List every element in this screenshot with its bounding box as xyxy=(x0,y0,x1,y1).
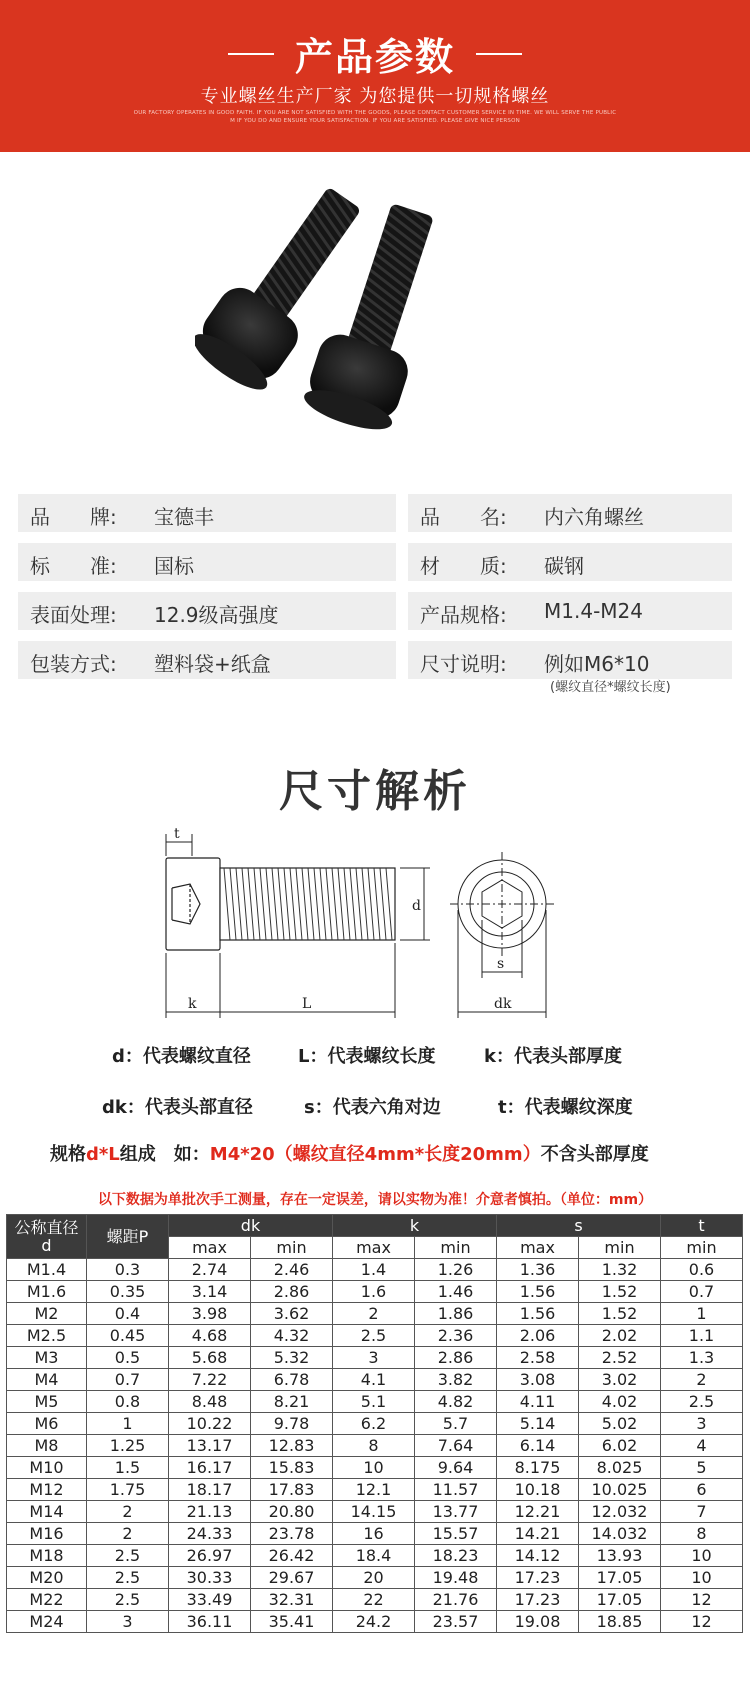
table-cell: 0.4 xyxy=(87,1303,169,1325)
table-row xyxy=(7,1523,743,1545)
header-nominal-label: 公称直径 xyxy=(14,1217,79,1237)
table-cell: 16.17 xyxy=(169,1457,251,1479)
table-cell: 12.032 xyxy=(579,1501,661,1523)
table-cell: 8 xyxy=(333,1435,415,1457)
table-row xyxy=(7,1413,743,1435)
table-cell: 0.35 xyxy=(87,1281,169,1303)
header-english-line-1: OUR FACTORY OPERATES IN GOOD FAITH. IF YOU ARE NOT SATISFIED WITH THE GOODS, PLEASE CONTACT CUSTOMER SERVICE IN TIME. WE WILL SERVE THE PUBLIC xyxy=(133,110,617,116)
table-cell: 1.4 xyxy=(333,1259,415,1281)
table-cell: 7.64 xyxy=(415,1435,497,1457)
table-header-row xyxy=(7,1215,743,1237)
spec-size-range xyxy=(408,592,732,630)
table-cell: 24.33 xyxy=(169,1523,251,1545)
spec-value: 例如M6*10 xyxy=(544,652,650,676)
label-d: d xyxy=(412,898,421,914)
product-photo xyxy=(195,180,495,450)
table-cell: 18.4 xyxy=(333,1545,415,1567)
table-cell: 17.23 xyxy=(497,1567,579,1589)
table-cell: 15.83 xyxy=(251,1457,333,1479)
table-cell: 12 xyxy=(661,1589,743,1611)
table-row xyxy=(7,1545,743,1567)
spec-value: M1.4-M24 xyxy=(544,599,643,623)
header-banner xyxy=(0,0,750,152)
table-row xyxy=(7,1369,743,1391)
table-cell: 1.36 xyxy=(497,1259,579,1281)
table-cell: M8 xyxy=(7,1435,87,1457)
table-cell: 20.80 xyxy=(251,1501,333,1523)
table-cell: 5.1 xyxy=(333,1391,415,1413)
table-cell: 18.17 xyxy=(169,1479,251,1501)
table-cell: 17.23 xyxy=(497,1589,579,1611)
table-row xyxy=(7,1347,743,1369)
table-row xyxy=(7,1303,743,1325)
table-cell: 2.5 xyxy=(661,1391,743,1413)
table-cell: 26.42 xyxy=(251,1545,333,1567)
dimension-table xyxy=(6,1214,743,1633)
table-cell: 21.13 xyxy=(169,1501,251,1523)
measurement-notice: 以下数据为单批次手工测量，存在一定误差，请以实物为准！介意者慎拍。（单位：mm） xyxy=(97,1192,653,1208)
spec-brand xyxy=(18,494,396,532)
spec-value: 碳钢 xyxy=(544,554,584,578)
table-cell: M4 xyxy=(7,1369,87,1391)
table-cell: M1.4 xyxy=(7,1259,87,1281)
formula-example: M4*20（螺纹直径4mm*长度20mm） xyxy=(209,1144,541,1165)
header-s-min: min xyxy=(579,1237,661,1259)
header-s-max: max xyxy=(497,1237,579,1259)
table-cell: 11.57 xyxy=(415,1479,497,1501)
table-row xyxy=(7,1567,743,1589)
table-cell: 1.26 xyxy=(415,1259,497,1281)
table-cell: 2.74 xyxy=(169,1259,251,1281)
table-cell: 33.49 xyxy=(169,1589,251,1611)
table-cell: 2 xyxy=(87,1501,169,1523)
table-cell: 2.52 xyxy=(579,1347,661,1369)
table-cell: 1.32 xyxy=(579,1259,661,1281)
table-cell: 0.3 xyxy=(87,1259,169,1281)
table-cell: M22 xyxy=(7,1589,87,1611)
header-k: k xyxy=(333,1215,497,1237)
table-cell: 6.02 xyxy=(579,1435,661,1457)
table-cell: 5.7 xyxy=(415,1413,497,1435)
table-cell: 1.86 xyxy=(415,1303,497,1325)
table-cell: 2.06 xyxy=(497,1325,579,1347)
header-nominal-symbol: d xyxy=(41,1235,52,1255)
header-dk-min: min xyxy=(251,1237,333,1259)
formula-suffix: 不含头部厚度 xyxy=(540,1144,649,1165)
table-cell: 17.05 xyxy=(579,1567,661,1589)
table-cell: 10 xyxy=(661,1545,743,1567)
table-cell: 17.83 xyxy=(251,1479,333,1501)
table-cell: 6.2 xyxy=(333,1413,415,1435)
table-cell: 2.5 xyxy=(87,1545,169,1567)
spec-key: 标 准: xyxy=(30,554,117,578)
header-k-max: max xyxy=(333,1237,415,1259)
table-cell: 3.08 xyxy=(497,1369,579,1391)
table-cell: 5 xyxy=(661,1457,743,1479)
table-cell: 18.23 xyxy=(415,1545,497,1567)
table-row xyxy=(7,1501,743,1523)
dimension-section-title: 尺寸解析 xyxy=(279,766,471,817)
table-cell: M1.6 xyxy=(7,1281,87,1303)
table-cell: M2.5 xyxy=(7,1325,87,1347)
spec-surface-treatment xyxy=(18,592,396,630)
title-right-line xyxy=(476,53,522,55)
table-cell: 13.77 xyxy=(415,1501,497,1523)
table-cell: 1.75 xyxy=(87,1479,169,1501)
formula-mid: 组成 如： xyxy=(119,1144,210,1165)
header-k-min: min xyxy=(415,1237,497,1259)
table-cell: M24 xyxy=(7,1611,87,1633)
spec-packaging xyxy=(18,641,396,679)
table-cell: 14.12 xyxy=(497,1545,579,1567)
table-row xyxy=(7,1589,743,1611)
table-cell: 5.02 xyxy=(579,1413,661,1435)
table-row xyxy=(7,1479,743,1501)
table-cell: 21.76 xyxy=(415,1589,497,1611)
table-cell: 22 xyxy=(333,1589,415,1611)
table-cell: 0.8 xyxy=(87,1391,169,1413)
table-cell: 26.97 xyxy=(169,1545,251,1567)
table-cell: 0.6 xyxy=(661,1259,743,1281)
table-cell: 3.02 xyxy=(579,1369,661,1391)
spec-value: 塑料袋+纸盒 xyxy=(154,652,271,676)
table-cell: 12 xyxy=(661,1611,743,1633)
table-cell: 2.5 xyxy=(87,1567,169,1589)
legend-L: L：代表螺纹长度 xyxy=(298,1046,436,1067)
header-english-line-2: M IF YOU DO AND ENSURE YOUR SATISFACTION. IF YOU ARE SATISFIED. PLEASE GIVE NICE PERSON xyxy=(230,118,520,124)
table-cell: 2.5 xyxy=(333,1325,415,1347)
table-cell: 23.78 xyxy=(251,1523,333,1545)
spec-value: 国标 xyxy=(154,554,194,578)
table-cell: 12.21 xyxy=(497,1501,579,1523)
table-cell: 6.14 xyxy=(497,1435,579,1457)
table-cell: M16 xyxy=(7,1523,87,1545)
spec-material xyxy=(408,543,732,581)
table-row xyxy=(7,1325,743,1347)
table-cell: 17.05 xyxy=(579,1589,661,1611)
table-cell: 19.08 xyxy=(497,1611,579,1633)
dimension-diagram xyxy=(150,828,600,1018)
spec-note: (螺纹直径*螺纹长度) xyxy=(550,680,671,695)
table-cell: 2.5 xyxy=(87,1589,169,1611)
formula-prefix: 规格 xyxy=(50,1144,86,1165)
table-cell: 19.48 xyxy=(415,1567,497,1589)
table-row xyxy=(7,1435,743,1457)
spec-value: 宝德丰 xyxy=(154,505,214,529)
table-cell: 1.3 xyxy=(661,1347,743,1369)
spec-key: 品 名: xyxy=(420,505,507,529)
header-title-row xyxy=(0,26,750,81)
table-cell: 12.1 xyxy=(333,1479,415,1501)
header-nominal-diameter xyxy=(7,1215,87,1259)
table-cell: 2.46 xyxy=(251,1259,333,1281)
header-t-min: min xyxy=(661,1237,743,1259)
table-cell: 1.25 xyxy=(87,1435,169,1457)
legend-d: d：代表螺纹直径 xyxy=(112,1046,251,1067)
spec-key: 表面处理: xyxy=(30,603,117,627)
table-row xyxy=(7,1281,743,1303)
table-cell: 14.21 xyxy=(497,1523,579,1545)
spec-product-name xyxy=(408,494,732,532)
table-cell: 20 xyxy=(333,1567,415,1589)
spec-key: 品 牌: xyxy=(30,505,117,529)
spec-key: 产品规格: xyxy=(420,603,507,627)
table-cell: 12.83 xyxy=(251,1435,333,1457)
table-cell: 32.31 xyxy=(251,1589,333,1611)
table-cell: 1.52 xyxy=(579,1303,661,1325)
table-cell: 3.62 xyxy=(251,1303,333,1325)
table-cell: 2 xyxy=(661,1369,743,1391)
table-cell: 29.67 xyxy=(251,1567,333,1589)
spec-formula xyxy=(50,1140,649,1166)
table-cell: 14.15 xyxy=(333,1501,415,1523)
table-cell: 2.36 xyxy=(415,1325,497,1347)
table-cell: 36.11 xyxy=(169,1611,251,1633)
table-cell: 1.56 xyxy=(497,1303,579,1325)
table-cell: 8.48 xyxy=(169,1391,251,1413)
table-cell: 4.1 xyxy=(333,1369,415,1391)
table-cell: 30.33 xyxy=(169,1567,251,1589)
table-cell: 13.93 xyxy=(579,1545,661,1567)
spec-key: 材 质: xyxy=(420,554,507,578)
table-cell: 14.032 xyxy=(579,1523,661,1545)
table-cell: 1.56 xyxy=(497,1281,579,1303)
table-cell: 4.82 xyxy=(415,1391,497,1413)
table-cell: 0.45 xyxy=(87,1325,169,1347)
table-cell: M5 xyxy=(7,1391,87,1413)
table-cell: 10 xyxy=(333,1457,415,1479)
header-dk: dk xyxy=(169,1215,333,1237)
table-cell: 18.85 xyxy=(579,1611,661,1633)
table-cell: 5.32 xyxy=(251,1347,333,1369)
formula-dl: d*L xyxy=(86,1144,120,1165)
table-cell: 2 xyxy=(87,1523,169,1545)
table-cell: 1.6 xyxy=(333,1281,415,1303)
label-k: k xyxy=(188,996,197,1012)
table-cell: 16 xyxy=(333,1523,415,1545)
table-cell: 2.86 xyxy=(415,1347,497,1369)
table-cell: 5.14 xyxy=(497,1413,579,1435)
spec-key: 尺寸说明: xyxy=(420,652,507,676)
table-cell: 3 xyxy=(661,1413,743,1435)
table-row xyxy=(7,1611,743,1633)
table-cell: 4.32 xyxy=(251,1325,333,1347)
table-cell: 1.1 xyxy=(661,1325,743,1347)
table-cell: 4.68 xyxy=(169,1325,251,1347)
spec-size-note xyxy=(408,641,732,695)
spec-standard xyxy=(18,543,396,581)
table-cell: 1.5 xyxy=(87,1457,169,1479)
title-left-line xyxy=(228,53,274,55)
header-t: t xyxy=(661,1215,743,1237)
table-cell: 2.58 xyxy=(497,1347,579,1369)
table-cell: 3.98 xyxy=(169,1303,251,1325)
table-cell: 9.78 xyxy=(251,1413,333,1435)
table-cell: 7 xyxy=(661,1501,743,1523)
table-cell: 8.175 xyxy=(497,1457,579,1479)
legend-t: t：代表螺纹深度 xyxy=(498,1097,633,1118)
header-pitch: 螺距P xyxy=(87,1215,169,1259)
table-cell: M14 xyxy=(7,1501,87,1523)
table-cell: M18 xyxy=(7,1545,87,1567)
table-cell: 4 xyxy=(661,1435,743,1457)
table-row xyxy=(7,1391,743,1413)
header-dk-max: max xyxy=(169,1237,251,1259)
spec-key: 包装方式: xyxy=(30,652,117,676)
table-cell: 10.22 xyxy=(169,1413,251,1435)
legend-dk: dk：代表头部直径 xyxy=(102,1097,253,1118)
table-cell: 13.17 xyxy=(169,1435,251,1457)
table-cell: 7.22 xyxy=(169,1369,251,1391)
table-cell: 2.02 xyxy=(579,1325,661,1347)
table-cell: 8 xyxy=(661,1523,743,1545)
legend-s: s：代表六角对边 xyxy=(304,1097,441,1118)
table-cell: 3.82 xyxy=(415,1369,497,1391)
label-L: L xyxy=(302,996,312,1012)
table-cell: 15.57 xyxy=(415,1523,497,1545)
table-cell: 0.7 xyxy=(87,1369,169,1391)
table-cell: 8.025 xyxy=(579,1457,661,1479)
table-cell: 0.7 xyxy=(661,1281,743,1303)
table-cell: 24.2 xyxy=(333,1611,415,1633)
table-cell: 1.52 xyxy=(579,1281,661,1303)
table-cell: 0.5 xyxy=(87,1347,169,1369)
table-row xyxy=(7,1259,743,1281)
table-row xyxy=(7,1457,743,1479)
spec-value: 内六角螺丝 xyxy=(544,505,644,529)
table-cell: 3 xyxy=(87,1611,169,1633)
table-cell: 2.86 xyxy=(251,1281,333,1303)
table-cell: M12 xyxy=(7,1479,87,1501)
spec-value: 12.9级高强度 xyxy=(154,603,279,627)
table-cell: 10.18 xyxy=(497,1479,579,1501)
table-cell: M10 xyxy=(7,1457,87,1479)
label-dk: dk xyxy=(494,996,512,1012)
header-subtitle: 专业螺丝生产厂家 为您提供一切规格螺丝 xyxy=(200,86,550,107)
legend-k: k：代表头部厚度 xyxy=(484,1046,622,1067)
table-cell: M2 xyxy=(7,1303,87,1325)
table-cell: 6 xyxy=(661,1479,743,1501)
table-cell: 3 xyxy=(333,1347,415,1369)
table-cell: M20 xyxy=(7,1567,87,1589)
label-s: s xyxy=(497,956,505,972)
table-cell: 4.11 xyxy=(497,1391,579,1413)
table-cell: 10 xyxy=(661,1567,743,1589)
table-cell: 3.14 xyxy=(169,1281,251,1303)
header-s: s xyxy=(497,1215,661,1237)
table-cell: 2 xyxy=(333,1303,415,1325)
table-cell: 10.025 xyxy=(579,1479,661,1501)
table-cell: 9.64 xyxy=(415,1457,497,1479)
page-title: 产品参数 xyxy=(294,35,455,79)
table-cell: 35.41 xyxy=(251,1611,333,1633)
table-cell: M3 xyxy=(7,1347,87,1369)
label-t: t xyxy=(174,828,180,842)
table-cell: 1.46 xyxy=(415,1281,497,1303)
table-cell: 6.78 xyxy=(251,1369,333,1391)
table-cell: 1 xyxy=(661,1303,743,1325)
table-cell: 4.02 xyxy=(579,1391,661,1413)
table-cell: 8.21 xyxy=(251,1391,333,1413)
table-cell: 1 xyxy=(87,1413,169,1435)
table-cell: M6 xyxy=(7,1413,87,1435)
table-cell: 5.68 xyxy=(169,1347,251,1369)
table-cell: 23.57 xyxy=(415,1611,497,1633)
